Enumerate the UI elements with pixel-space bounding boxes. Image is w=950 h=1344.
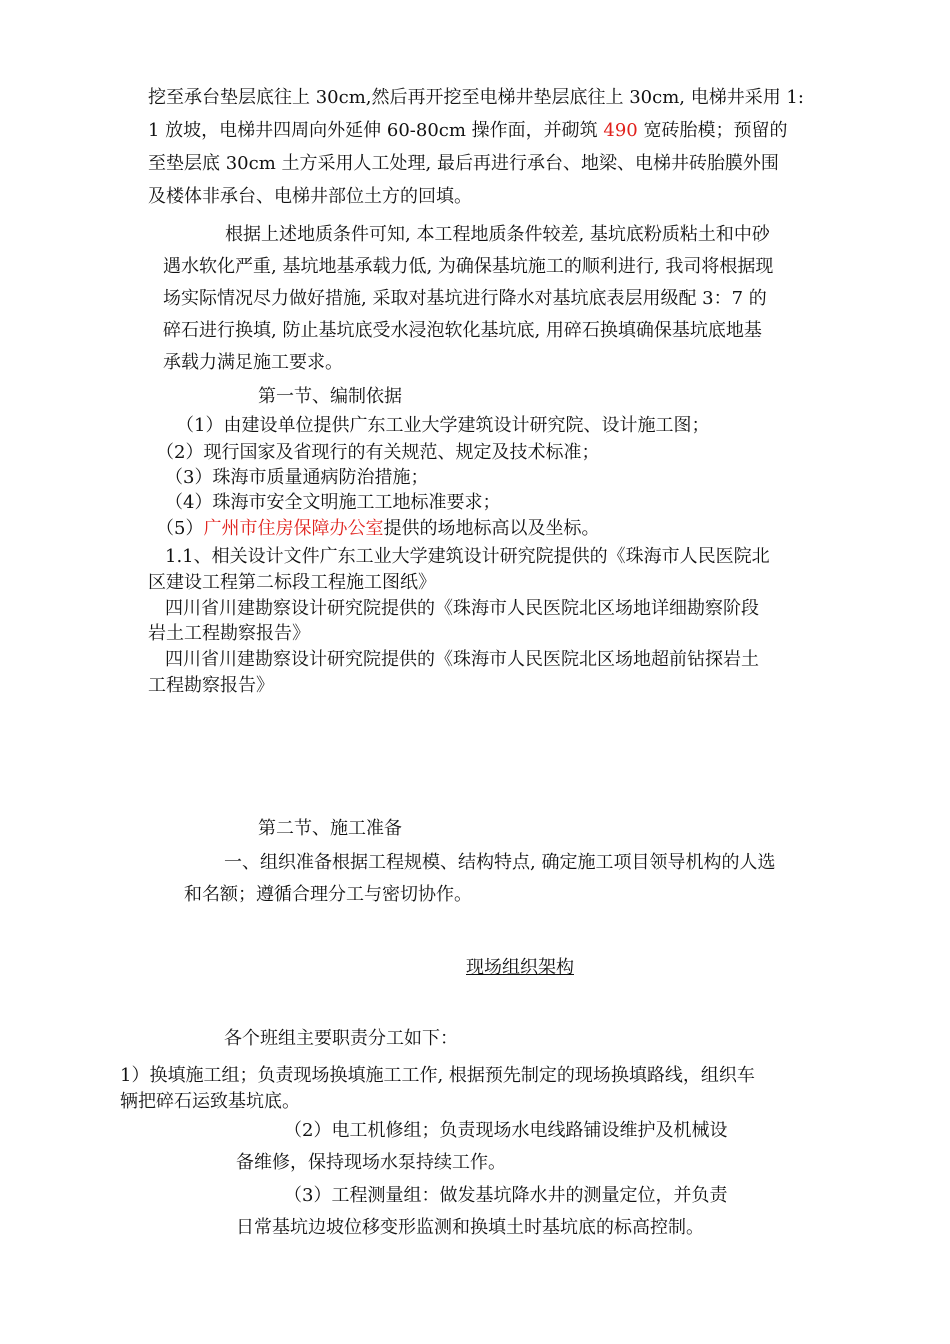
reference-line: 1.1、相关设计文件广东工业大学建筑设计研究院提供的《珠海市人民医院北 bbox=[165, 546, 770, 567]
reference-line: 工程勘察报告》 bbox=[148, 675, 274, 696]
duty-item: 备维修，保持现场水泵持续工作。 bbox=[236, 1152, 506, 1173]
section-heading: 第二节、施工准备 bbox=[258, 818, 402, 839]
body-text-line: 挖至承台垫层底往上 30cm,然后再开挖至电梯井垫层底往上 30cm, 电梯井采用 1: bbox=[148, 87, 804, 108]
reference-line: 四川省川建勘察设计研究院提供的《珠海市人民医院北区场地详细勘察阶段 bbox=[165, 598, 759, 619]
body-text-line: 至垫层底 30cm 土方采用人工处理, 最后再进行承台、地梁、电梯井砖胎膜外围 bbox=[148, 153, 779, 174]
highlighted-org-name: 广州市住房保障办公室 bbox=[203, 518, 384, 539]
body-text-line: 和名额；遵循合理分工与密切协作。 bbox=[184, 884, 472, 905]
body-text-line: 遇水软化严重, 基坑地基承载力低, 为确保基坑施工的顺利进行, 我司将根据现 bbox=[163, 256, 774, 277]
duty-item: 辆把碎石运致基坑底。 bbox=[120, 1091, 300, 1112]
body-text-line: 一、组织准备根据工程规模、结构特点, 确定施工项目领导机构的人选 bbox=[224, 852, 776, 873]
list-item: （2）现行国家及省现行的有关规范、规定及技术标准； bbox=[156, 442, 600, 463]
list-item: （3）珠海市质量通病防治措施； bbox=[165, 467, 429, 488]
text-run: 宽砖胎模；预留的 bbox=[637, 120, 788, 141]
org-chart-title: 现场组织架构 bbox=[466, 957, 574, 978]
section-heading: 第一节、编制依据 bbox=[258, 386, 402, 407]
list-item bbox=[156, 517, 599, 541]
duty-item: 1）换填施工组；负责现场换填施工工作, 根据预先制定的现场换填路线，组织车 bbox=[120, 1065, 755, 1086]
reference-line: 四川省川建勘察设计研究院提供的《珠海市人民医院北区场地超前钻探岩土 bbox=[165, 649, 759, 670]
highlighted-number: 490 bbox=[603, 120, 638, 141]
duty-item: （2）电工机修组；负责现场水电线路铺设维护及机械设 bbox=[284, 1120, 728, 1141]
text-run: 提供的场地标高以及坐标。 bbox=[383, 518, 600, 539]
body-text-line bbox=[148, 119, 787, 143]
reference-line: 区建设工程第二标段工程施工图纸》 bbox=[148, 572, 436, 593]
body-text-line: 根据上述地质条件可知, 本工程地质条件较差, 基坑底粉质粘土和中砂 bbox=[225, 224, 770, 245]
duty-item: （3）工程测量组：做发基坑降水井的测量定位，并负责 bbox=[284, 1185, 728, 1206]
text-run: 1 放坡，电梯井四周向外延伸 60-80cm 操作面，并砌筑 bbox=[148, 120, 604, 141]
duty-item: 日常基坑边坡位移变形监测和换填土时基坑底的标高控制。 bbox=[236, 1217, 704, 1238]
list-item: （1）由建设单位提供广东工业大学建筑设计研究院、设计施工图； bbox=[176, 415, 710, 436]
reference-line: 岩土工程勘察报告》 bbox=[148, 623, 310, 644]
body-text-line: 承载力满足施工要求。 bbox=[163, 352, 343, 373]
list-item: （4）珠海市安全文明施工工地标准要求； bbox=[165, 492, 501, 513]
text-run: （5） bbox=[156, 518, 204, 539]
body-text-line: 及楼体非承台、电梯井部位土方的回填。 bbox=[148, 186, 472, 207]
body-text-line: 场实际情况尽力做好措施, 采取对基坑进行降水对基坑底表层用级配 3：7 的 bbox=[163, 288, 767, 309]
body-text-line: 碎石进行换填, 防止基坑底受水浸泡软化基坑底, 用碎石换填确保基坑底地基 bbox=[163, 320, 762, 341]
body-text-line: 各个班组主要职责分工如下： bbox=[224, 1028, 458, 1049]
